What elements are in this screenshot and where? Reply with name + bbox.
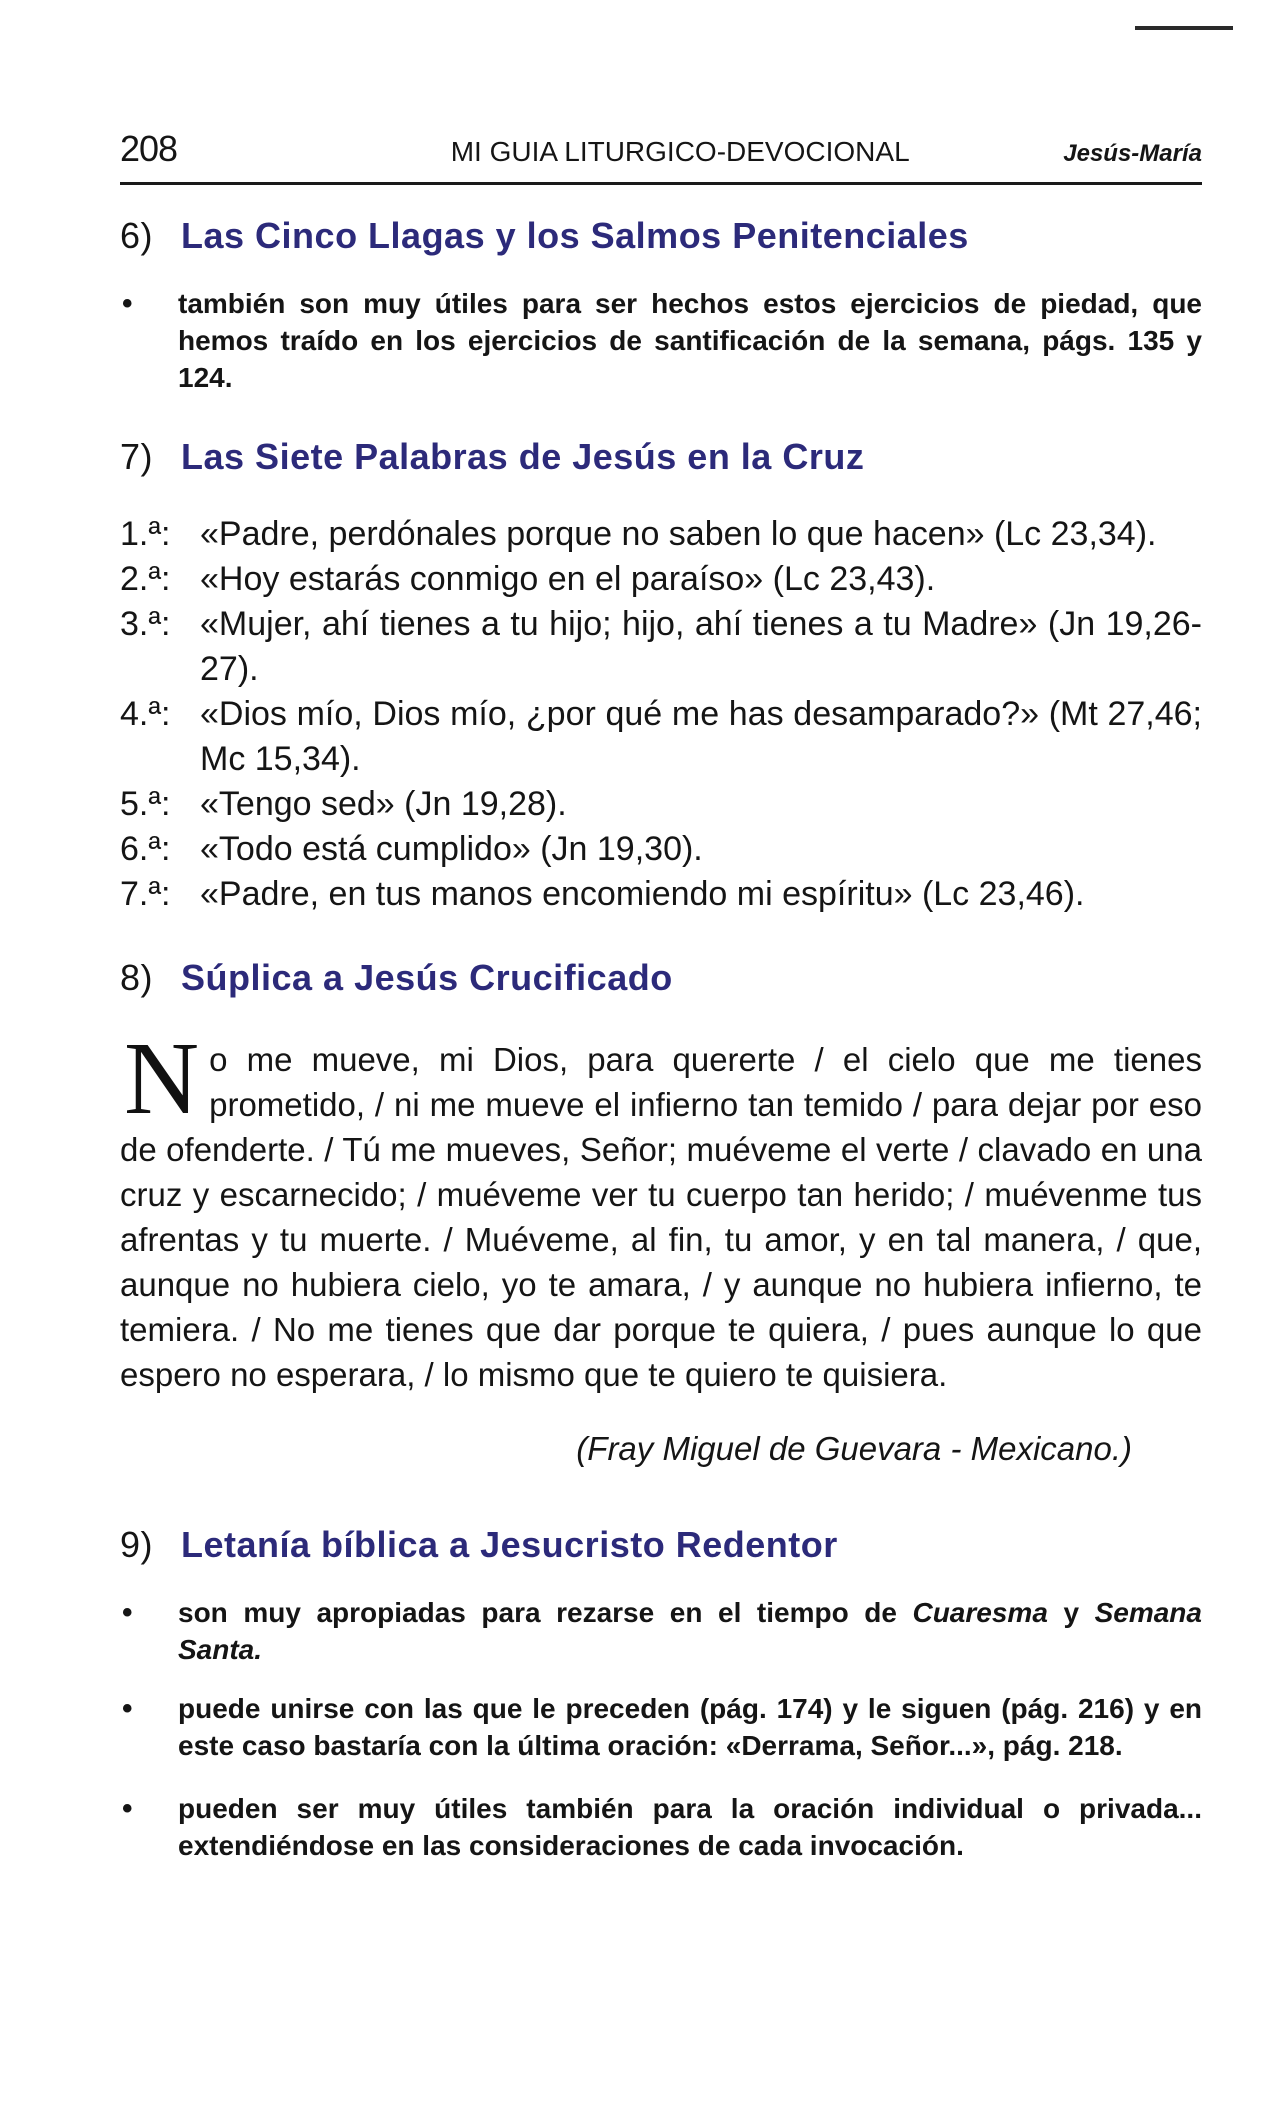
word-ordinal: 7.ª: — [120, 875, 171, 913]
section-number: 8) — [120, 957, 154, 998]
word-ordinal: 6.ª: — [120, 830, 171, 868]
running-header — [120, 128, 1202, 185]
bullet-item: • puede unirse con las que le preceden (pág. 174) y le siguen (pág. 216) y en este caso bastaría con la última oración: «Derrama, Señor...», pág. 218. — [120, 1690, 1202, 1764]
word-text: «Mujer, ahí tienes a tu hijo; hijo, ahí tienes a tu Madre» (Jn 19,26-27). — [200, 605, 1202, 688]
word-ordinal: 3.ª: — [120, 605, 171, 643]
book-title: MI GUIA LITURGICO-DEVOCIONAL — [450, 136, 910, 167]
word-text: «Tengo sed» (Jn 19,28). — [200, 785, 567, 823]
bullet-list — [120, 285, 1202, 396]
section-9 — [120, 1524, 1202, 1864]
section-title: Las Cinco Llagas y los Salmos Penitenciales — [181, 215, 969, 256]
word-text: «Hoy estarás conmigo en el paraíso» (Lc 23,43). — [200, 560, 936, 598]
drop-cap: N — [124, 1021, 200, 1136]
word-text: «Padre, en tus manos encomiendo mi espíritu» (Lc 23,46). — [200, 875, 1085, 913]
word-text: «Padre, perdónales porque no saben lo que hacen» (Lc 23,34). — [200, 515, 1157, 553]
bullet-text: y — [1047, 1597, 1095, 1628]
word-item — [120, 872, 1202, 917]
top-corner-rule — [1135, 26, 1233, 30]
bullet-text: son muy apropiadas para rezarse en el tiempo de — [178, 1597, 913, 1628]
section-heading — [120, 436, 1202, 478]
bullet-emphasis: Cuaresma — [912, 1597, 1048, 1628]
section-heading — [120, 215, 1202, 257]
section-title: Las Siete Palabras de Jesús en la Cruz — [181, 436, 865, 477]
section-number: 6) — [120, 215, 154, 256]
prayer-text — [120, 1021, 1202, 1397]
word-ordinal: 2.ª: — [120, 560, 171, 598]
word-ordinal: 5.ª: — [120, 785, 171, 823]
section-number: 7) — [120, 436, 154, 477]
word-ordinal: 1.ª: — [120, 515, 171, 553]
section-7 — [120, 436, 1202, 917]
section-8 — [120, 957, 1202, 1468]
word-text: «Dios mío, Dios mío, ¿por qué me has desamparado?» (Mt 27,46; Mc 15,34). — [200, 695, 1202, 778]
prayer-body: o me mueve, mi Dios, para quererte / el cielo que me tienes prometido, / ni me mueve el infierno tan temido / para dejar por eso de ofenderte. / Tú me mueves, Señor; muéveme el verte / clavado en una cruz y escarnecido; / muéveme ver tu cuerpo tan herido; / muévenme tus afrentas y tu muerte. / Muéveme, al fin, tu amor, y en tal manera, / que, aunque no hubiera cielo, yo te amara, / y aunque no hubiera infierno, te temiera. / No me tienes que dar porque te quiera, / pues aunque lo que espero no esperara, / lo mismo que te quiero te quisiera. — [120, 1041, 1202, 1393]
section-title: Súplica a Jesús Crucificado — [181, 957, 673, 998]
bullet-item — [120, 1594, 1202, 1668]
word-item — [120, 692, 1202, 782]
word-ordinal: 4.ª: — [120, 695, 171, 733]
section-title: Letanía bíblica a Jesucristo Redentor — [181, 1524, 838, 1565]
section-6 — [120, 215, 1202, 396]
word-item — [120, 557, 1202, 602]
section-number: 9) — [120, 1524, 154, 1565]
page-number: 208 — [120, 128, 178, 169]
section-heading — [120, 1524, 1202, 1566]
bullet-emphasis: Semana Santa. — [178, 1597, 1202, 1665]
bullet-item: • también son muy útiles para ser hechos estos ejercicios de piedad, que hemos traído en los ejercicios de santificación de la semana, págs. 135 y 124. — [120, 285, 1202, 396]
word-item — [120, 782, 1202, 827]
section-heading — [120, 957, 1202, 999]
prayer-attribution: (Fray Miguel de Guevara - Mexicano.) — [576, 1430, 1132, 1467]
word-item — [120, 827, 1202, 872]
word-item — [120, 512, 1202, 557]
word-text: «Todo está cumplido» (Jn 19,30). — [200, 830, 703, 868]
bullet-list — [120, 1594, 1202, 1864]
page-content — [120, 128, 1202, 1886]
word-item — [120, 602, 1202, 692]
seven-words-list — [120, 512, 1202, 917]
bullet-item: • pueden ser muy útiles también para la oración individual o privada... extendiéndose en las consideraciones de cada invocación. — [120, 1790, 1202, 1864]
header-signature: Jesús-María — [1063, 140, 1202, 167]
